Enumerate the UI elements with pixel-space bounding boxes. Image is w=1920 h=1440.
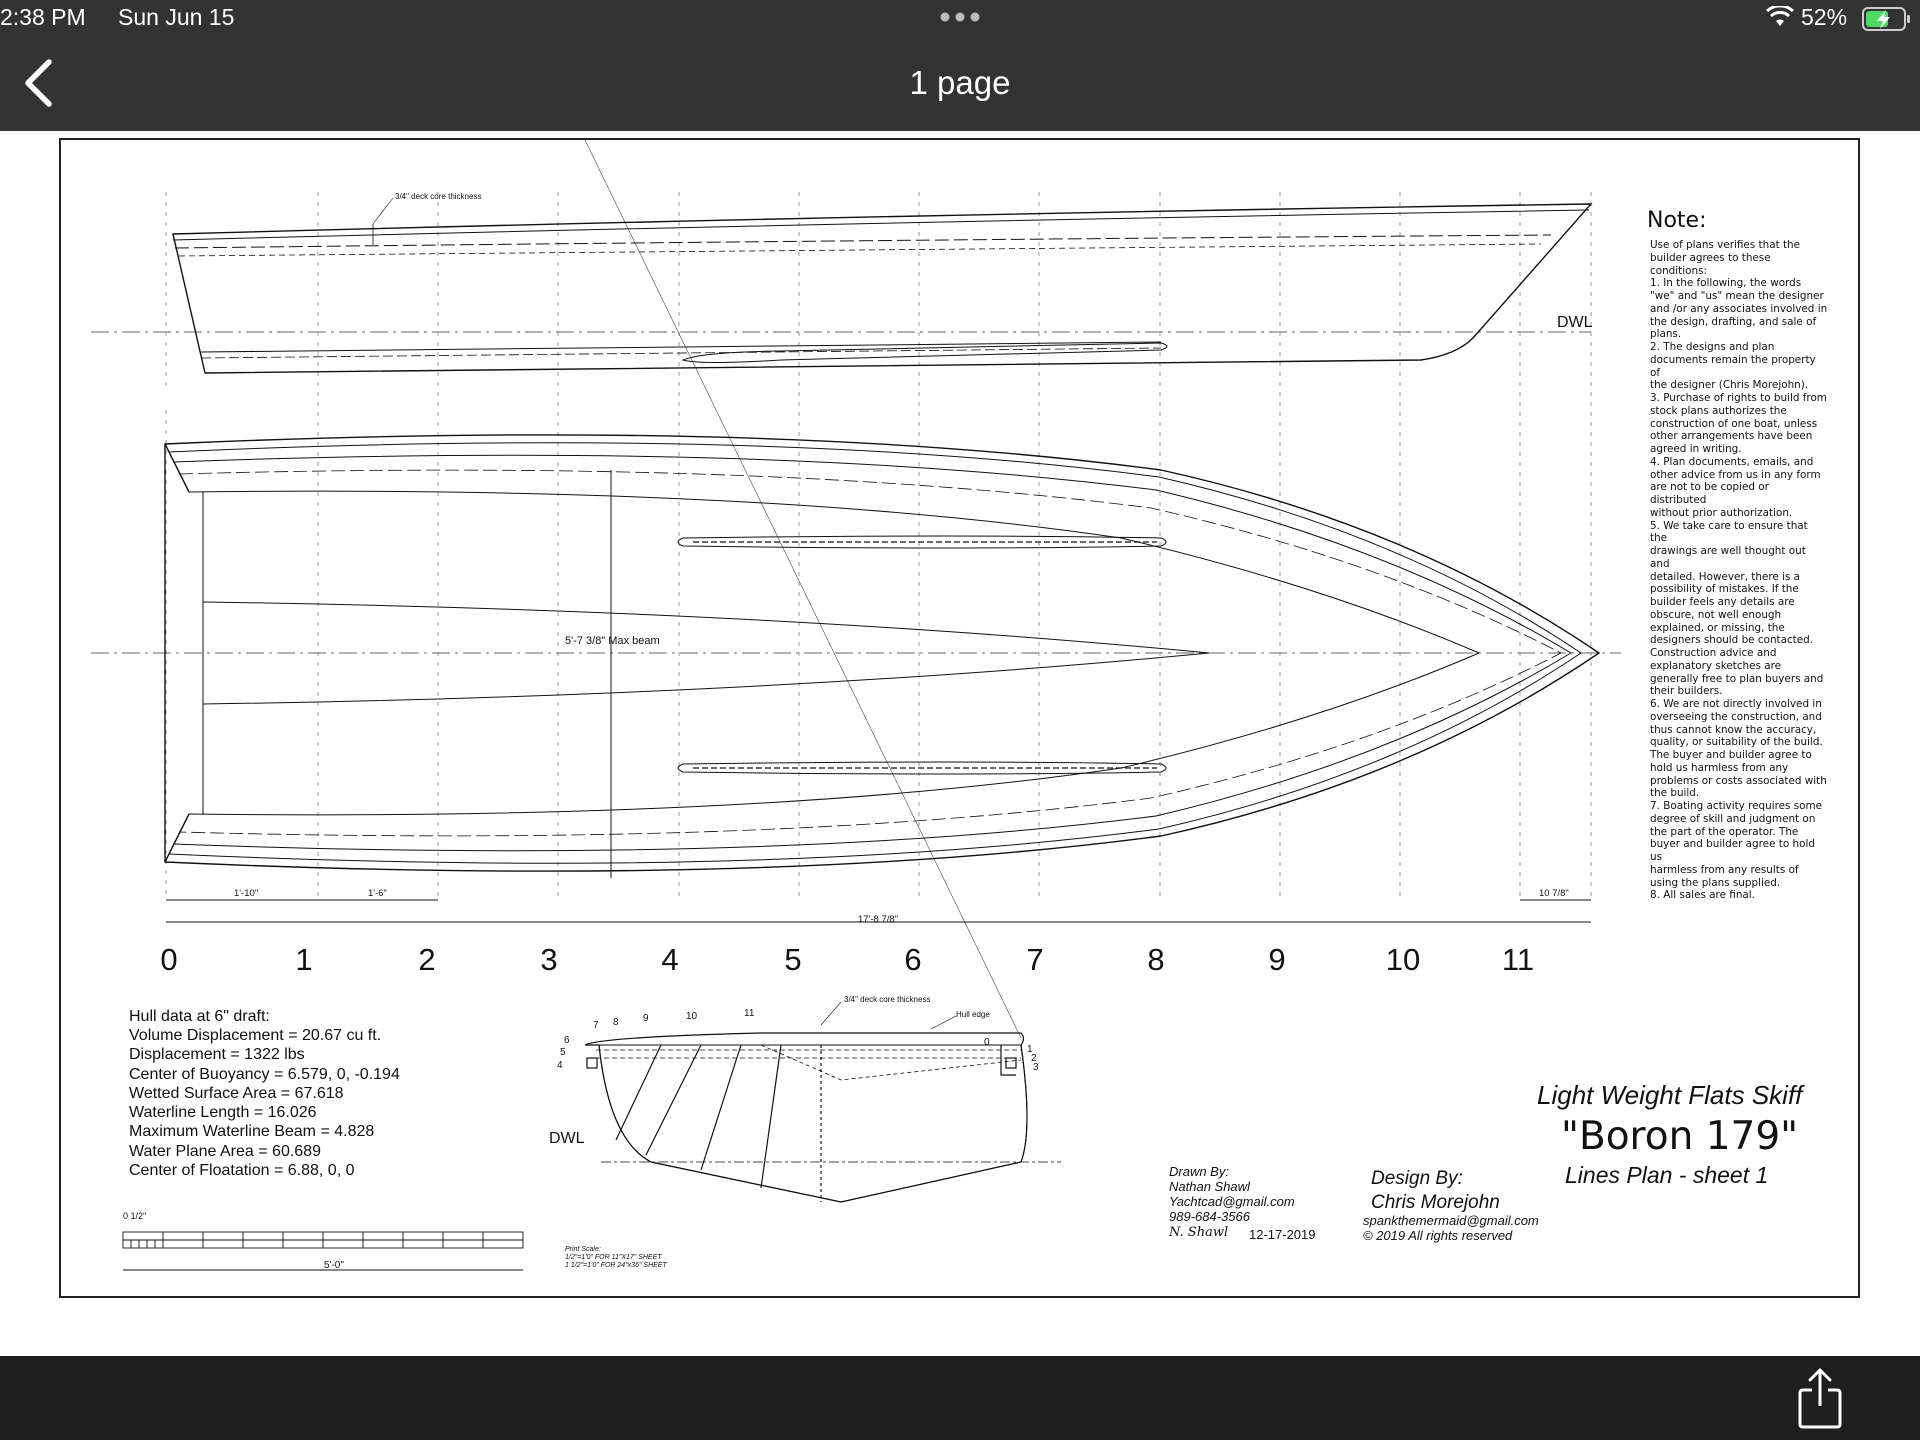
station-gridlines [166,192,1591,900]
note-body: Use of plans verifies that the builder agrees to these conditions: 1. In the following, the words "we" and "us" mean the designer and /or any associates involved in the design, drafting, and sale of plans. 2. The designs and plan documents remain the property of the designer (Chris Morejohn). 3. Purchase of rights to build from stock plans authorizes the construction of one boat, unless other arrangements have been agreed in writing. 4. Plan documents, emails, and other advice from us in any form are not to be copied or distributed without prior authorization. 5. We take care to ensure that the drawings are well thought out and detailed. However, there is a possibility of mistakes. If the builder feels any details are obscure, not well enough explained, or missing, the designers should be contacted. Construction advice and explanatory sketches are generally free to plan buyers and their builders. 6. We are not directly involved in overseeing the construction, and thus cannot know the accuracy, quality, or suitability of the build. The buyer and builder agree to hold us harmless from any problems or costs associated with the build. 7. Boating activity requires some degree of skill and judgment on the part of the operator. The buyer and builder agree to hold us harmless from any results of using the plans supplied. 8. All sales are final. [1650,239,1828,902]
hull-data-line: Water Plane Area = 60.689 [129,1143,321,1160]
signature: N. Shawl [1169,1225,1229,1240]
drawing-sheet [59,138,1860,1298]
station-number: 1 [295,942,313,977]
station-number: 5 [784,942,802,977]
plan-view [165,435,1599,878]
design-by-label: Design By: [1371,1168,1463,1189]
station-number: 9 [1268,942,1286,977]
drawn-by-block: Drawn By: Nathan Shawl Yachtcad@gmail.com 989-684-3566 [1169,1164,1295,1224]
station-number: 2 [418,942,436,977]
station-number: 11 [1501,942,1535,977]
section-station: 6 [564,1035,570,1046]
nav-bar [0,38,1920,131]
dim-label-overall: 17'-8 7/8" [858,914,899,925]
battery-percent: 52% [1801,4,1848,30]
hull-data-line: Center of Floatation = 6.88, 0, 0 [129,1162,355,1179]
status-date: Sun Jun 15 [118,4,235,30]
dwl-label-section: DWL [549,1130,585,1147]
hull-data-line: Center of Buoyancy = 6.579, 0, -0.194 [129,1066,400,1083]
station-number: 3 [540,942,558,977]
deck-core-label: 3/4" deck core thickness [395,192,482,201]
scale-half-label: 0 1/2" [123,1211,147,1221]
title-line-2: "Boron 179" [1561,1114,1799,1159]
multitasking-dots-icon[interactable] [938,10,982,24]
station-number: 8 [1147,942,1165,977]
drawn-date: 12-17-2019 [1249,1227,1316,1242]
hull-data-line: Waterline Length = 16.026 [129,1104,317,1121]
section-station: 10 [686,1011,698,1022]
station-number: 4 [661,942,679,977]
profile-view [173,198,1591,373]
station-number: 0 [160,942,178,977]
title-line-1: Light Weight Flats Skiff [1537,1080,1803,1110]
section-deck-label: 3/4" deck core thickness [844,995,931,1004]
station-number: 10 [1385,942,1421,977]
section-station: 8 [613,1017,619,1028]
section-station: 0 [984,1037,990,1048]
dim-label-1: 1'-10" [234,888,259,899]
section-station: 7 [593,1020,599,1031]
battery-charging-icon [1862,7,1912,31]
station-number: 6 [904,942,922,977]
design-email: spankthemermaid@gmail.com [1363,1213,1539,1228]
title-line-3: Lines Plan - sheet 1 [1565,1162,1769,1188]
print-scale-note: Print Scale: 1/2"=1'0" FOR 11"X17" SHEET 1 1/2"=1'0" FOR 24"x36" SHEET [565,1246,667,1269]
dim-label-bow: 10 7/8" [1539,888,1569,899]
design-by-name: Chris Morejohn [1371,1192,1500,1213]
hull-data-line: Displacement = 1322 lbs [129,1046,305,1063]
section-station: 1 [1027,1044,1033,1055]
hull-data-line: Wetted Surface Area = 67.618 [129,1085,344,1102]
hull-data-title: Hull data at 6" draft: [129,1008,270,1025]
dwl-label-profile: DWL [1557,314,1593,331]
wifi-icon [1766,6,1794,28]
hull-data-line: Volume Displacement = 20.67 cu ft. [129,1027,382,1044]
section-hull-edge: Hull edge [956,1010,990,1019]
section-station: 5 [560,1047,566,1058]
status-bar [0,0,1920,38]
status-time: 2:38 PM [0,4,86,30]
section-station: 2 [1031,1053,1037,1064]
note-title: Note: [1647,208,1707,233]
hull-data-line: Maximum Waterline Beam = 4.828 [129,1123,375,1140]
share-icon[interactable] [1795,1366,1845,1430]
scale-five-label: 5'-0" [324,1260,344,1271]
scale-bar [123,1232,523,1270]
bottom-toolbar [0,1356,1920,1440]
max-beam-label: 5'-7 3/8" Max beam [565,635,660,647]
page-title: 1 page [909,64,1011,101]
design-copyright: © 2019 All rights reserved [1363,1228,1513,1243]
section-station: 9 [643,1013,649,1024]
section-station: 4 [557,1060,563,1071]
section-station: 11 [744,1008,755,1019]
section-station: 3 [1033,1062,1039,1073]
dim-label-2: 1'-6" [368,888,387,899]
station-number: 7 [1026,942,1044,977]
